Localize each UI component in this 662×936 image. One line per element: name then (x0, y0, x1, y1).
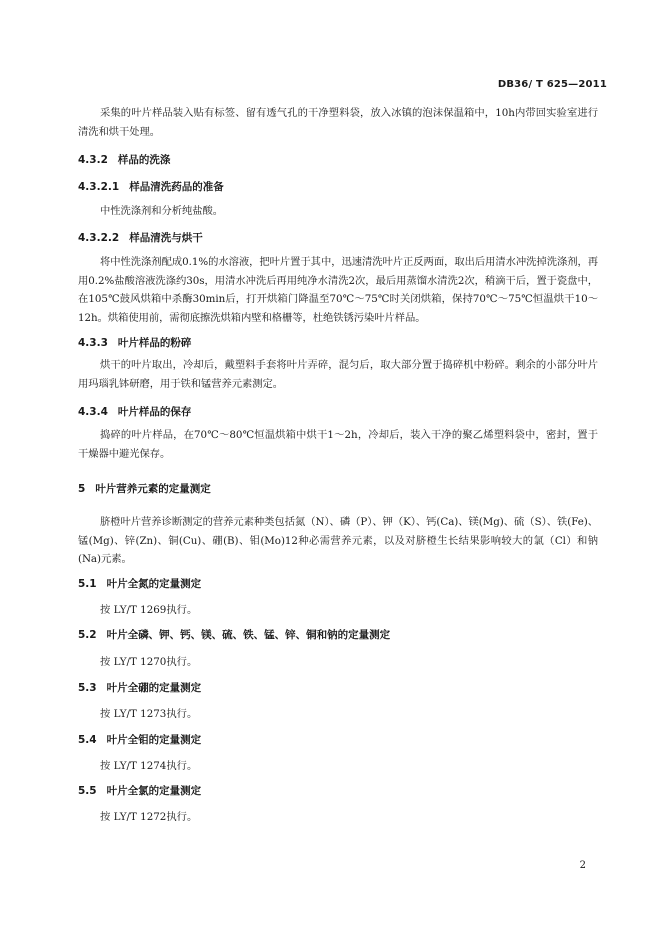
section-4-3-3-heading (78, 335, 191, 350)
section-title: 叶片样品的保存 (117, 406, 192, 418)
section-number: 5.4 (78, 734, 97, 746)
section-number: 5.3 (78, 682, 97, 694)
section-5-3-body: 按 LY/T 1273执行。 (100, 708, 198, 720)
section-title: 叶片全钼的定量测定 (106, 734, 202, 746)
page-number: 2 (579, 860, 586, 871)
section-title: 叶片全硼的定量测定 (106, 682, 202, 694)
section-number: 4.3.2.1 (78, 181, 120, 193)
section-title: 叶片全氮的定量测定 (106, 578, 202, 590)
section-number: 5.1 (78, 578, 97, 590)
section-5-1-body: 按 LY/T 1269执行。 (100, 604, 198, 616)
section-5-1-heading (78, 576, 201, 591)
section-5-2-heading (78, 627, 390, 642)
document-code: DB36/ T 625—2011 (497, 79, 607, 90)
intro-paragraph: 采集的叶片样品装入贴有标签、留有透气孔的干净塑料袋，放入冰镇的泡沫保温箱中，10h内带回实验室进行清洗和烘干处理。 (78, 107, 598, 138)
section-5-body: 脐橙叶片营养诊断测定的营养元素种类包括氮（N）、磷（P）、钾（K）、钙(Ca)、镁(Mg)、硫（S）、铁(Fe)、锰(Mg)、锌(Zn)、铜(Cu)、硼(B)、钼(Mo)12种必需营养元素，以及对脐橙生长结果影响较大的氯（Cl）和钠(Na)元素。 (78, 516, 598, 566)
section-number: 4.3.4 (78, 406, 108, 418)
section-5-4-heading (78, 732, 201, 747)
section-title: 样品清洗与烘干 (129, 232, 203, 244)
section-5-5-body: 按 LY/T 1272执行。 (100, 811, 198, 823)
section-4-3-4-heading (78, 404, 191, 419)
section-title: 叶片全氯的定量测定 (106, 785, 202, 797)
section-number: 4.3.2 (78, 154, 108, 166)
section-5-heading (78, 481, 211, 496)
section-number: 5.2 (78, 629, 97, 641)
section-title: 样品清洗药品的准备 (129, 181, 224, 193)
section-title: 叶片样品的粉碎 (117, 337, 192, 349)
section-5-2-body: 按 LY/T 1270执行。 (100, 656, 198, 668)
section-5-5-heading (78, 783, 201, 798)
section-4-3-3-body: 烘干的叶片取出，冷却后，戴塑料手套将叶片弄碎，混匀后，取大部分置于捣碎机中粉碎。剩余的小部分叶片用玛瑙乳钵研磨，用于铁和锰营养元素测定。 (78, 359, 598, 390)
section-title: 叶片全磷、钾、钙、镁、硫、铁、锰、锌、铜和钠的定量测定 (106, 629, 391, 641)
section-4-3-2-2-heading (78, 230, 203, 245)
section-number: 5.5 (78, 785, 97, 797)
section-4-3-4-body: 捣碎的叶片样品，在70℃～80℃恒温烘箱中烘干1～2h，冷却后，装入干净的聚乙烯塑料袋中，密封，置于干燥器中避光保存。 (78, 429, 598, 460)
section-4-3-2-1-body: 中性洗涤剂和分析纯盐酸。 (100, 205, 223, 217)
section-4-3-2-heading (78, 152, 170, 167)
section-5-3-heading (78, 680, 201, 695)
section-4-3-2-1-heading (78, 179, 224, 194)
section-5-4-body: 按 LY/T 1274执行。 (100, 760, 198, 772)
section-number: 4.3.2.2 (78, 232, 120, 244)
section-number: 4.3.3 (78, 337, 108, 349)
section-4-3-2-2-body: 将中性洗涤剂配成0.1%的水溶液，把叶片置于其中，迅速清洗叶片正反两面，取出后用清水冲洗掉洗涤剂，再用0.2%盐酸溶液洗涤约30s，用清水冲洗后再用纯净水清洗2次，最后用蒸馏水清洗2次，稍滴干后，置于瓷盘中，在105℃鼓风烘箱中杀酶30min后，打开烘箱门降温至70℃～75℃时关闭烘箱，保持70℃～75℃恒温烘干10～12h。烘箱使用前，需彻底擦洗烘箱内壁和格栅等，杜绝铁锈污染叶片样品。 (78, 256, 598, 324)
section-title: 叶片营养元素的定量测定 (95, 483, 211, 495)
section-title: 样品的洗涤 (117, 154, 171, 166)
section-number: 5 (78, 483, 86, 495)
